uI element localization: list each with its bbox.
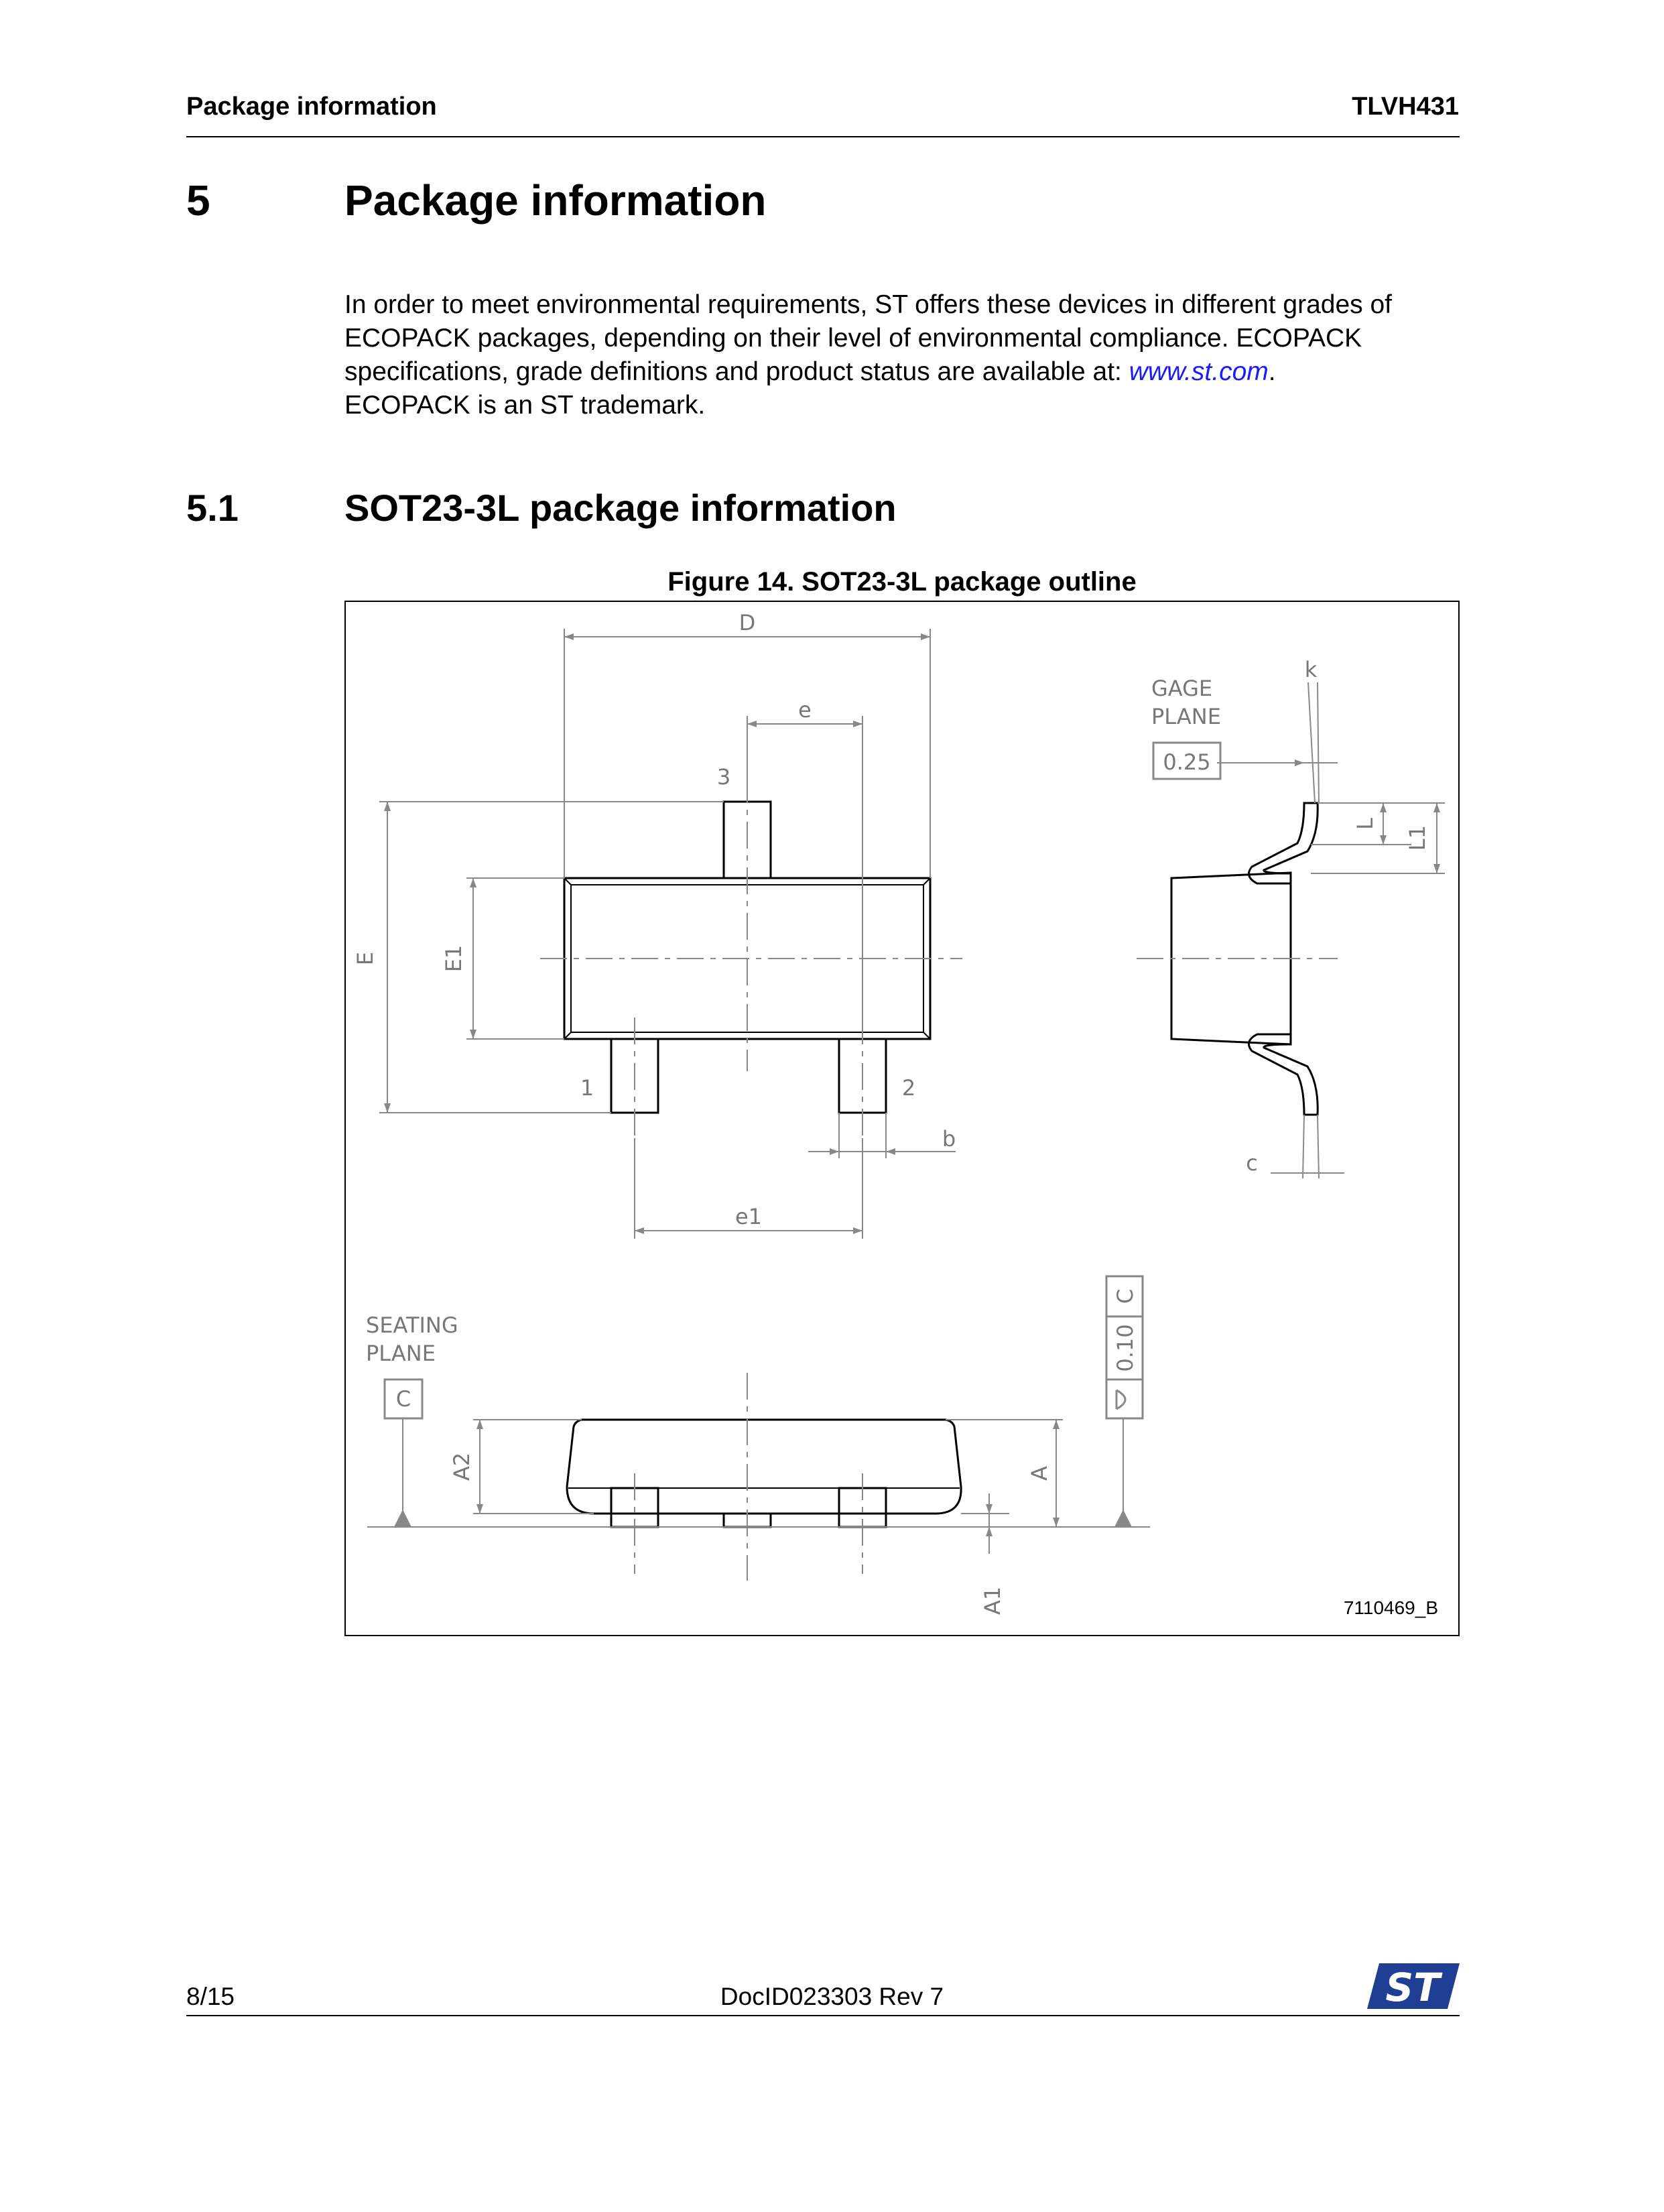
gage-plane-label-1: GAGE [1151, 676, 1213, 701]
dim-label-b: b [942, 1126, 956, 1152]
drawing-id: 7110469_B [1343, 1597, 1438, 1618]
dim-label-a1: A1 [980, 1586, 1005, 1615]
dim-label-k: k [1304, 657, 1318, 682]
pin-1-label: 1 [580, 1075, 594, 1101]
st-logo [1367, 1961, 1461, 2012]
section-number: 5 [186, 176, 210, 225]
page-number: 8/15 [186, 1983, 235, 2010]
subsection-title: SOT23-3L package information [344, 487, 897, 529]
dim-label-c: c [1246, 1150, 1258, 1176]
package-outline-figure [344, 601, 1460, 1636]
st-website-link[interactable]: www.st.com [1129, 357, 1269, 386]
tolerance-value: 0.10 [1112, 1324, 1138, 1372]
intro-text: In order to meet environmental requirements, ST offers these devices in different grades of ECOPACK packages, depending on their level of environmental compliance. ECOPACK specifications, grade definitions and product status are available at: [344, 290, 1393, 386]
dim-label-a2: A2 [449, 1452, 474, 1481]
figure-caption: Figure 14. SOT23-3L package outline [667, 567, 1137, 597]
st-logo-text: ST [1385, 1965, 1440, 2010]
dim-label-d: D [739, 610, 756, 635]
gage-plane-label-2: PLANE [1151, 704, 1221, 729]
side-view-lead-top [1249, 803, 1318, 883]
dim-label-e-total: E [353, 951, 378, 966]
dim-label-a: A [1027, 1466, 1052, 1481]
flatness-symbol [1116, 1390, 1125, 1409]
header-rule [186, 136, 1460, 137]
header-part-number: TLVH431 [1352, 93, 1459, 121]
gage-plane-value: 0.25 [1163, 749, 1211, 775]
pin-3-label: 3 [716, 764, 731, 790]
dim-label-e1-body: E1 [441, 944, 466, 973]
section-title: Package information [344, 176, 767, 225]
pin-2-label: 2 [901, 1075, 916, 1101]
document-id: DocID023303 Rev 7 [720, 1983, 944, 2010]
intro-text-end: . [1268, 357, 1276, 386]
footer-rule [186, 2015, 1460, 2016]
seating-datum-label: C [395, 1386, 411, 1412]
dim-label-e1: e1 [734, 1204, 763, 1229]
tolerance-datum: C [1112, 1288, 1138, 1304]
dim-label-e: e [798, 697, 812, 723]
seating-plane-label-2: PLANE [366, 1341, 436, 1366]
subsection-number: 5.1 [186, 487, 239, 529]
intro-paragraph [344, 288, 1470, 422]
trademark-note: ECOPACK is an ST trademark. [344, 391, 706, 420]
dim-label-l: L [1352, 818, 1378, 830]
header-section-title: Package information [186, 93, 437, 121]
dim-label-l1: L1 [1405, 824, 1430, 851]
side-view-lead-bottom [1249, 1034, 1318, 1115]
front-view-body [567, 1420, 961, 1514]
seating-plane-label-1: SEATING [366, 1312, 458, 1338]
package-outline-drawing [346, 602, 1461, 1638]
